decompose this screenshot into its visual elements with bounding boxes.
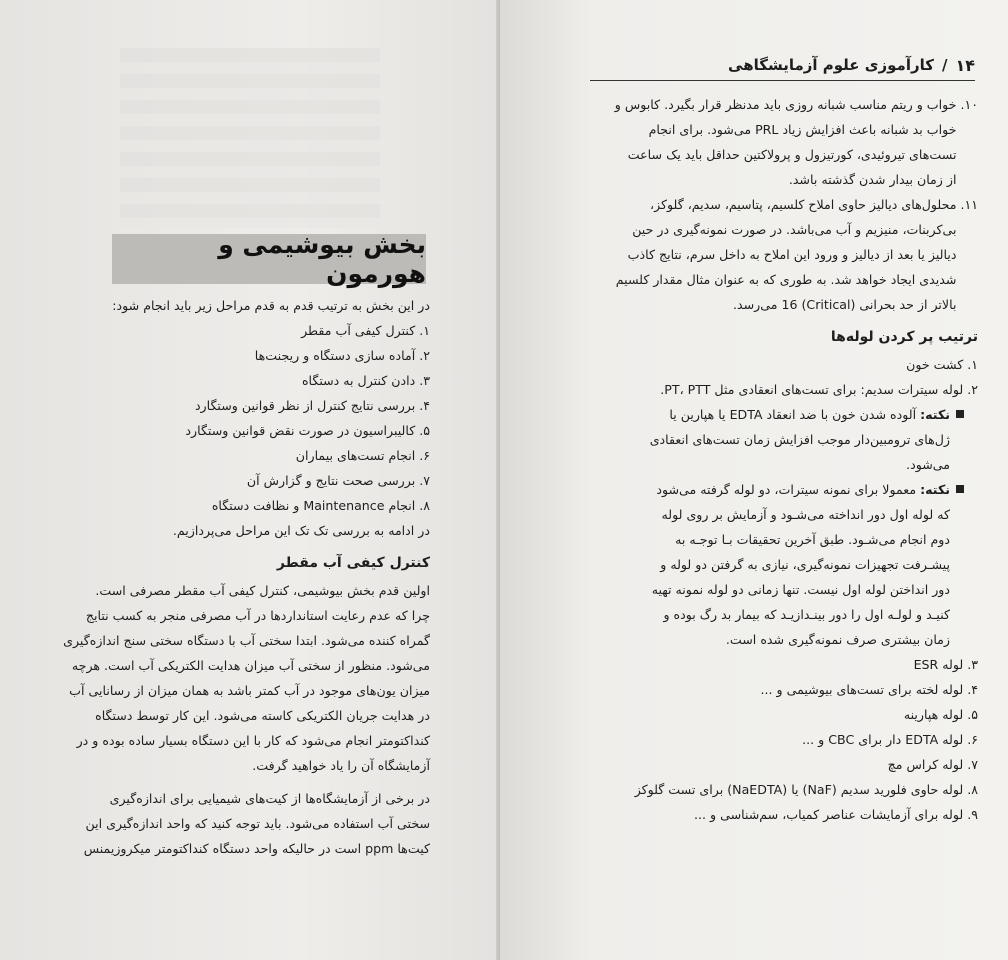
text-line: آلوده شدن خون با ضد انعقاد EDTA یا هپارین یا — [669, 407, 917, 422]
text-line: در برخی از آزمایشگاه‌ها از کیت‌های شیمیایی برای اندازه‌گیری — [109, 791, 430, 806]
paragraph-1 — [63, 578, 430, 778]
note-block — [586, 402, 978, 477]
text-line: سختی آب استفاده می‌شود. باید توجه کنید که واحد اندازه‌گیری این — [85, 816, 430, 831]
text-line: می‌شود. منظور از سختی آب میزان هدایت الکتریکی آب است. هرچه — [71, 658, 430, 673]
note-label: نکته: — [920, 407, 950, 422]
list-item — [586, 192, 978, 317]
text-line: معمولا برای نمونه سیترات، دو لوله گرفته می‌شود — [656, 482, 917, 497]
intro-text: در این بخش به ترتیب قدم به قدم مراحل زیر باید انجام شود: — [112, 298, 430, 313]
text-line: دور انداختن لوله اول نیست. تنها زمانی دو لوله نمونه تهیه — [651, 582, 950, 597]
text-line: کنیـد و لولـه اول را دور بینـدازیـد که بیمار بد رگ بوده و — [663, 607, 950, 622]
text-line: تست‌های تیروئیدی، کورتیزول و پرولاکتین حداقل باید یک ساعت — [627, 147, 957, 162]
header-separator: / — [941, 56, 948, 74]
header-rule — [590, 80, 975, 81]
text-line: می‌شود. — [906, 457, 950, 472]
note-block — [586, 477, 978, 652]
step-item: ۱. کنترل کیفی آب مقطر — [301, 323, 430, 338]
after-steps-text: در ادامه به بررسی تک تک این مراحل می‌پردازیم. — [172, 523, 430, 538]
text-line: که لوله اول دور انداخته می‌شـود و آزمایش بر روی لوله — [661, 507, 950, 522]
text-line: شدیدی ایجاد خواهد شد. به طوری که به عنوان مثال مقدار کلسیم — [615, 272, 957, 287]
step-item: ۳. دادن کنترل به دستگاه — [301, 373, 430, 388]
text-line: کنداکتومتر انجام می‌شود که کار با این دستگاه بسیار ساده بوده و در — [76, 733, 430, 748]
tube-item: ۵. لوله هپارینه — [903, 707, 978, 722]
text-line: دوم انجام می‌شـود. طبق آخرین تحقیقات بـا توجـه به — [675, 532, 950, 547]
tube-item: ۷. لوله کراس مچ — [887, 757, 978, 772]
tubes-list-a — [586, 352, 978, 402]
paragraph-2 — [83, 786, 430, 861]
text-line: اولین قدم بخش بیوشیمی، کنترل کیفی آب مقطر مصرفی است. — [95, 583, 430, 598]
step-item: ۲. آماده سازی دستگاه و ریجنت‌ها — [254, 348, 430, 363]
text-line: چرا که عدم رعایت استانداردها در آب مصرفی منجر به کسب نتایج — [85, 608, 430, 623]
tube-item: ۱. کشت خون — [906, 357, 978, 372]
text-line: بی‌کربنات، منیزیم و آب می‌باشد. در صورت نمونه‌گیری در حین — [632, 222, 957, 237]
text-line: میزان یون‌های موجود در آب کمتر باشد به همان میزان از رسانایی آب — [69, 683, 430, 698]
tube-item: ۹. لوله برای آزمایشات عناصر کمیاب، سم‌شناسی و ... — [693, 807, 978, 822]
section-title: ترتیب پر کردن لوله‌ها — [830, 329, 978, 345]
tubes-list-b — [586, 652, 978, 827]
page-number: ۱۴ — [955, 55, 975, 75]
text-line: از زمان بیدار شدن گذشته باشد. — [788, 172, 957, 187]
item-number: ۱۰. — [960, 97, 978, 112]
tube-item: ۳. لوله ESR — [913, 657, 978, 672]
left-column — [63, 293, 430, 861]
right-column — [586, 92, 978, 827]
item-number: ۱۱. — [960, 197, 978, 212]
banner-title: بخش بیوشیمی و هورمون — [218, 230, 426, 288]
square-bullet-icon — [956, 485, 964, 493]
text-line: محلول‌های دیالیز حاوی املاح کلسیم، پتاسیم، سدیم، گلوکز، — [650, 197, 957, 212]
text-line: در هدایت جریان الکتریکی کاسته می‌شود. این کار توسط دستگاه — [95, 708, 430, 723]
step-item: ۷. بررسی صحت نتایج و گزارش آن — [246, 473, 430, 488]
section-banner — [112, 230, 426, 288]
text-line: دیالیز یا بعد از دیالیز و ورود این املاح به داخل سرم، نتایج کاذب — [627, 247, 957, 262]
tube-item: ۸. لوله حاوی فلورید سدیم (NaF) یا (NaEDTA) برای تست گلوکز — [634, 782, 978, 797]
square-bullet-icon — [956, 410, 964, 418]
list-item — [586, 92, 978, 192]
running-header — [590, 50, 975, 80]
tube-item: ۶. لوله EDTA دار برای CBC و ... — [802, 732, 978, 747]
text-line: گمراه کننده می‌شود. ابتدا سختی آب با دستگاه سختی سنج اندازه‌گیری — [63, 633, 430, 648]
tube-item: ۴. لوله لخته برای تست‌های بیوشیمی و ... — [760, 682, 978, 697]
right-page — [500, 0, 1008, 960]
text-line: آزمایشگاه آن را یاد خواهید گرفت. — [252, 758, 430, 773]
text-line: خواب بد شبانه باعث افزایش زیاد PRL می‌شود. برای انجام — [648, 122, 957, 137]
step-item: ۶. انجام تست‌های بیماران — [295, 448, 430, 463]
text-line: بالاتر از حد بحرانی (Critical) 16 می‌رسد. — [732, 297, 957, 312]
note-label: نکته: — [920, 482, 950, 497]
step-item: ۴. بررسی نتایج کنترل از نظر قوانین وستگارد — [194, 398, 430, 413]
steps-list — [110, 318, 430, 518]
text-line: خواب و ریتم مناسب شبانه روزی باید مدنظر قرار بگیرد. کابوس و — [614, 97, 957, 112]
text-line: زمان بیشتری صرف نمونه‌گیری شده است. — [725, 632, 950, 647]
step-item: ۸. انجام Maintenance و نظافت دستگاه — [211, 498, 430, 513]
text-line: کیت‌ها ppm است در حالیکه واحد دستگاه کنداکتومتر میکروزیمنس — [83, 841, 430, 856]
text-line: ژل‌های ترومبین‌دار موجب افزایش زمان تست‌های انعقادی — [649, 432, 950, 447]
tube-item: ۲. لوله سیترات سدیم: برای تست‌های انعقادی مثل PT، PTT. — [660, 382, 978, 397]
show-through — [120, 48, 380, 228]
subsection-title: کنترل کیفی آب مقطر — [276, 555, 430, 571]
header-title: کارآموزی علوم آزمایشگاهی — [728, 56, 934, 74]
step-item: ۵. کالیبراسیون در صورت نقض قوانین وستگارد — [185, 423, 430, 438]
left-page — [0, 0, 500, 960]
text-line: پیشـرفت تجهیزات نمونه‌گیری، نیازی به گرفتن دو لوله و — [660, 557, 950, 572]
